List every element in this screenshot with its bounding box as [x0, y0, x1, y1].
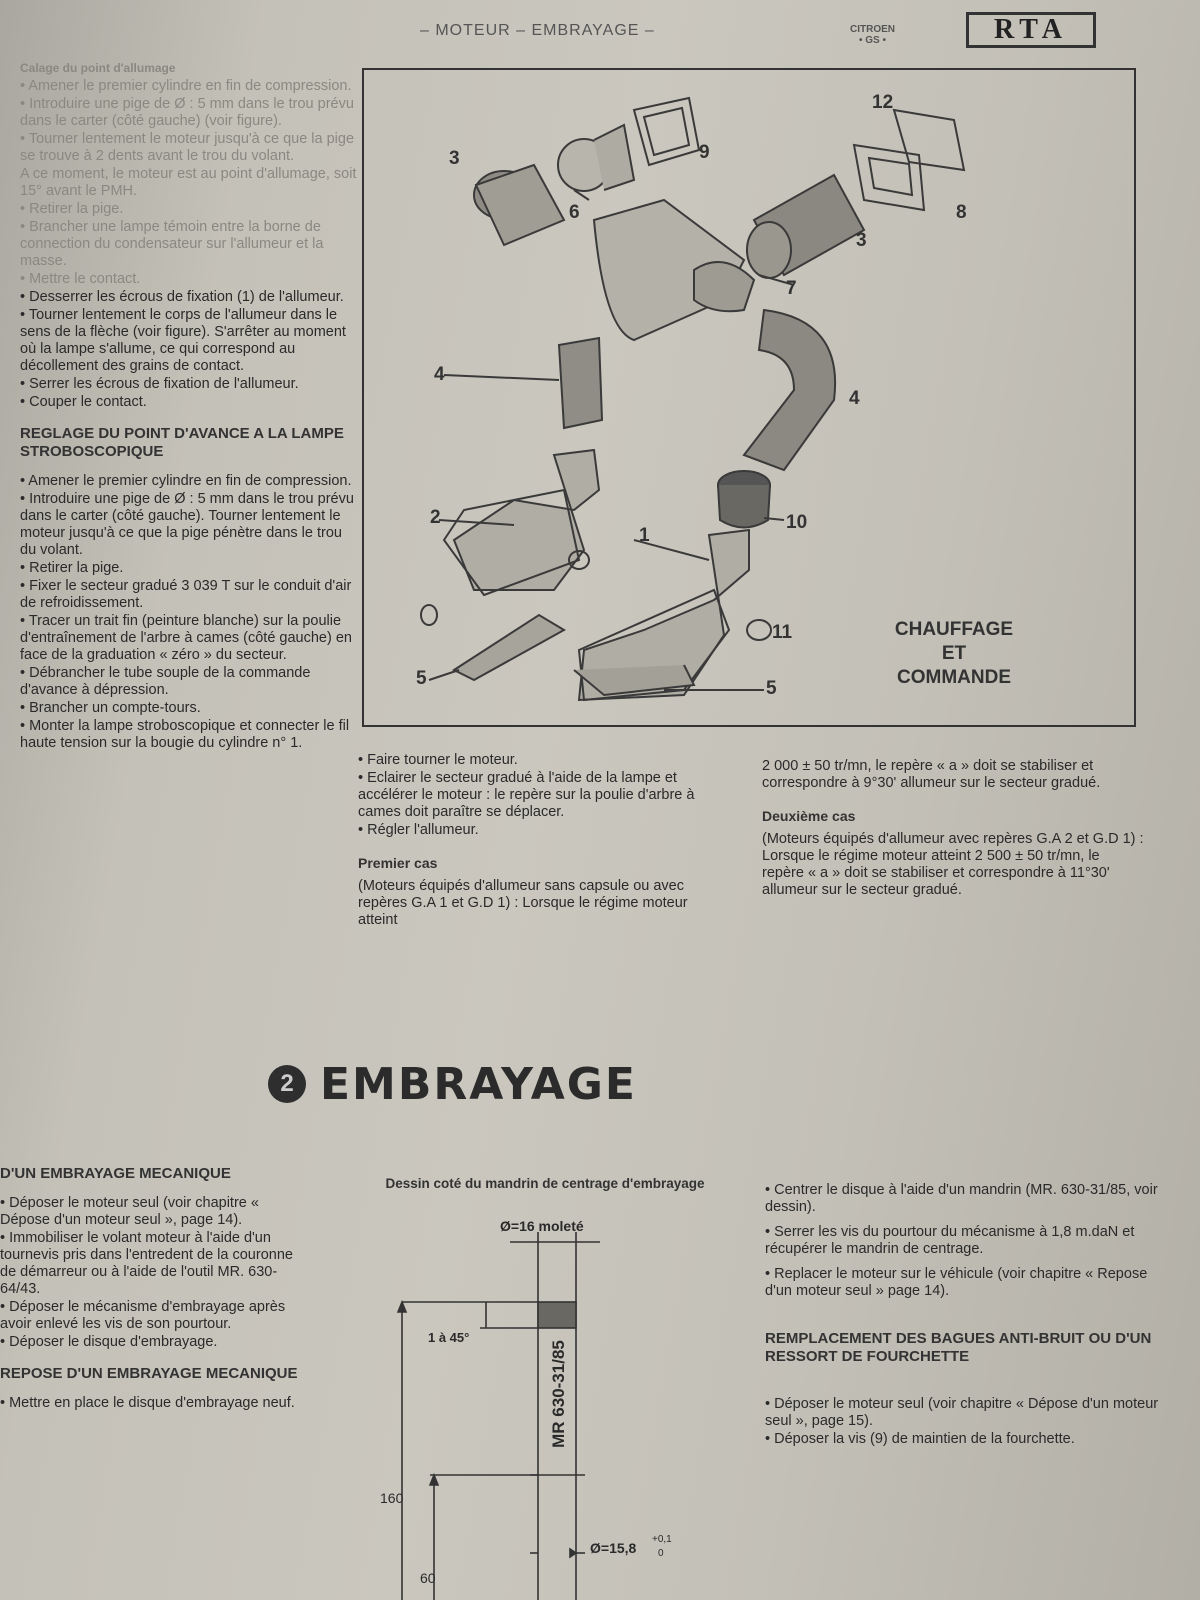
bottom-right-column [765, 1182, 1170, 1449]
callout-8: 8 [956, 202, 967, 223]
callout-10: 10 [786, 512, 808, 533]
callout-7: 7 [786, 278, 797, 299]
brand-label [850, 24, 895, 46]
text-line: • Retirer la pige. [20, 560, 124, 576]
text-line: • Déposer le disque d'embrayage. [0, 1334, 218, 1350]
section-heading: REMPLACEMENT DES BAGUES ANTI-BRUIT OU D'UN RESSORT DE FOURCHETTE [765, 1330, 1152, 1365]
callout-4: 4 [434, 364, 445, 385]
faded-line: • Introduire une pige de Ø : 5 mm dans le trou prévu dans le carter (côté gauche) (voir figure). [20, 96, 354, 129]
drawing-caption: Dessin coté du mandrin de centrage d'embrayage [385, 1176, 705, 1191]
text-line: • Tourner lentement le corps de l'allumeur dans le sens de la flèche (voir figure). S'arrêter au moment où la lampe s'allume, ce qui correspond au décollement des grains de contact. [20, 307, 346, 374]
section-heading: REGLAGE DU POINT D'AVANCE A LA LAMPE STROBOSCOPIQUE [20, 425, 344, 460]
dimension-160: 160 [380, 1490, 404, 1506]
text-line: • Centrer le disque à l'aide d'un mandrin (MR. 630-31/85, voir dessin). [765, 1182, 1158, 1215]
callout-11: 11 [772, 622, 793, 643]
dimension-bottom: Ø=15,8 [590, 1540, 637, 1556]
section-heading: REPOSE D'UN EMBRAYAGE MECANIQUE [0, 1365, 298, 1382]
part-number: MR 630-31/85 [549, 1340, 568, 1448]
faded-line: • Retirer la pige. [20, 201, 124, 217]
section-number-badge: 2 [268, 1065, 306, 1103]
text-line: • Replacer le moteur sur le véhicule (voir chapitre « Repose d'un moteur seul » page 14). [765, 1266, 1148, 1299]
centering-mandrel-drawing [370, 1220, 710, 1600]
diagram-title-line: CHAUFFAGE [894, 619, 1014, 640]
faded-line: • Mettre le contact. [20, 271, 141, 287]
text-line: • Eclairer le secteur gradué à l'aide de la lampe et accélérer le moteur : le repère sur la poulie d'arbre à cames doit paraître se déplacer. [358, 770, 695, 820]
subheading: Premier cas [358, 855, 438, 871]
text-line: • Débrancher le tube souple de la commande d'avance à dépression. [20, 665, 311, 698]
dimension-top: Ø=16 moleté [500, 1218, 584, 1234]
faded-heading: Calage du point d'allumage [20, 61, 176, 75]
diagram-title-line: ET [941, 643, 967, 664]
text-line: • Amener le premier cylindre en fin de compression. [20, 473, 352, 489]
callout-6: 6 [569, 202, 580, 223]
diagram-title-line: COMMANDE [897, 667, 1011, 688]
brand-name: CITROEN [850, 24, 895, 35]
callout-3: 3 [449, 148, 460, 169]
rta-logo: RTA [966, 12, 1096, 48]
right-column [762, 758, 1144, 900]
running-header: – MOTEUR – EMBRAYAGE – [420, 22, 655, 39]
section-heading: D'UN EMBRAYAGE MECANIQUE [0, 1165, 231, 1182]
brand-model: • GS • [858, 35, 886, 46]
callout-5: 5 [416, 668, 427, 689]
text-line: • Déposer le moteur seul (voir chapitre « Dépose d'un moteur seul », page 15). [765, 1396, 1159, 1429]
text-line: • Immobiliser le volant moteur à l'aide d'un tournevis pris dans l'entredent de la couronne de démarreur ou à l'aide de l'outil MR. 630-64/43. [0, 1230, 293, 1297]
bottom-left-column [0, 1165, 300, 1413]
callout-12: 12 [872, 92, 894, 113]
subheading: Deuxième cas [762, 808, 856, 824]
callout-4b: 4 [849, 388, 860, 409]
text-line: • Monter la lampe stroboscopique et connecter le fil haute tension sur la bougie du cylindre n° 1. [20, 718, 350, 751]
section-title-text: EMBRAYAGE [320, 1058, 637, 1110]
text-line: • Introduire une pige de Ø : 5 mm dans le trou prévu dans le carter (côté gauche). Tourner lentement le moteur jusqu'à ce que la pige pénètre dans le trou du volant. [20, 491, 354, 558]
text-line: • Régler l'allumeur. [358, 822, 479, 838]
text-line: • Desserrer les écrous de fixation (1) de l'allumeur. [20, 289, 344, 305]
text-line: (Moteurs équipés d'allumeur sans capsule ou avec repères G.A 1 et G.D 1) : Lorsque le régime moteur atteint [358, 878, 688, 928]
callout-5b: 5 [766, 678, 777, 699]
left-column [20, 60, 360, 753]
heating-diagram [362, 68, 1136, 727]
text-line: (Moteurs équipés d'allumeur avec repères G.A 2 et G.D 1) : Lorsque le régime moteur atteint 2 500 ± 50 tr/mn, le repère « a » doit se stabiliser et correspondre à 11°30' allumeur sur le secteur gradué. [762, 831, 1144, 898]
text-line: • Serrer les vis du pourtour du mécanisme à 1,8 m.daN et récupérer le mandrin de centrage. [765, 1224, 1135, 1257]
text-line: • Serrer les écrous de fixation de l'allumeur. [20, 376, 299, 392]
faded-line: A ce moment, le moteur est au point d'allumage, soit 15° avant le PMH. [20, 166, 357, 199]
faded-line: • Amener le premier cylindre en fin de compression. [20, 78, 352, 94]
diagram-title [854, 618, 1054, 690]
text-line: • Brancher un compte-tours. [20, 700, 201, 716]
text-line: • Fixer le secteur gradué 3 039 T sur le conduit d'air de refroidissement. [20, 578, 352, 611]
text-line: • Déposer le mécanisme d'embrayage après avoir enlevé les vis de son pourtour. [0, 1299, 286, 1332]
text-line: • Déposer la vis (9) de maintien de la fourchette. [765, 1431, 1075, 1447]
callout-2: 2 [430, 507, 441, 528]
text-line: • Faire tourner le moteur. [358, 752, 518, 768]
callout-1: 1 [639, 525, 650, 546]
text-line: 2 000 ± 50 tr/mn, le repère « a » doit se stabiliser et correspondre à 9°30' allumeur sur le secteur gradué. [762, 758, 1101, 791]
text-line: • Tracer un trait fin (peinture blanche) sur la poulie d'entraînement de l'arbre à cames (côté gauche) en face de la graduation « zéro » du secteur. [20, 613, 352, 663]
callout-9: 9 [699, 142, 710, 163]
tolerance-upper: +0,1 [652, 1534, 672, 1545]
middle-column [358, 752, 730, 930]
text-line: • Couper le contact. [20, 394, 147, 410]
tolerance-lower: 0 [658, 1548, 664, 1559]
faded-line: • Tourner lentement le moteur jusqu'à ce que la pige se trouve à 2 dents avant le trou du volant. [20, 131, 355, 164]
text-line: • Déposer le moteur seul (voir chapitre « Dépose d'un moteur seul », page 14). [0, 1195, 259, 1228]
text-line: • Mettre en place le disque d'embrayage neuf. [0, 1395, 295, 1411]
faded-line: • Brancher une lampe témoin entre la borne de connection du condensateur sur l'allumeur et la masse. [20, 219, 324, 269]
callout-3b: 3 [856, 230, 867, 251]
chamfer-label: 1 à 45° [428, 1330, 470, 1345]
section-title [268, 1058, 637, 1110]
dimension-60: 60 [420, 1570, 436, 1586]
